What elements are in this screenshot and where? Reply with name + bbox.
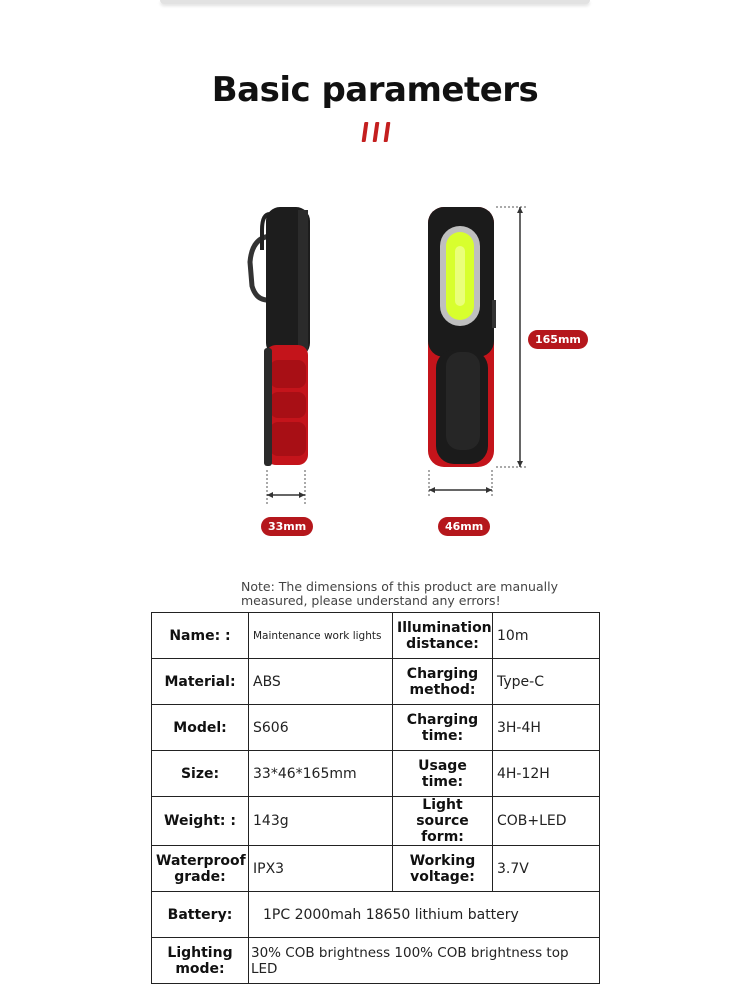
spec-label: Illumination distance: [393, 613, 493, 659]
spec-label: Name: : [152, 613, 249, 659]
spec-label: Weight: : [152, 797, 249, 846]
front-height-dimension [496, 207, 526, 467]
table-row [152, 613, 600, 659]
spec-value: Type-C [493, 659, 600, 705]
spec-value: 3H-4H [493, 705, 600, 751]
spec-value: 3.7V [493, 846, 600, 892]
measurement-note: Note: The dimensions of this product are manually measured, please understand any errors! [241, 579, 558, 608]
page-title: Basic parameters [211, 70, 539, 110]
spec-value: 33*46*165mm [249, 751, 393, 797]
spec-label: Lighting mode: [152, 938, 249, 984]
spec-label: Waterproof grade: [152, 846, 249, 892]
spec-table [151, 612, 600, 984]
spec-value: 10m [493, 613, 600, 659]
spec-label: Light source form: [393, 797, 493, 846]
table-row [152, 846, 600, 892]
spec-value: 143g [249, 797, 393, 846]
table-row [152, 892, 600, 938]
spec-value: 1PC 2000mah 18650 lithium battery [249, 892, 600, 938]
spec-label: Charging method: [393, 659, 493, 705]
table-row [152, 705, 600, 751]
spec-value: Maintenance work lights [249, 613, 393, 659]
front-view-light [428, 207, 496, 467]
spec-label: Usage time: [393, 751, 493, 797]
spec-value: COB+LED [493, 797, 600, 846]
spec-value: ABS [249, 659, 393, 705]
side-width-badge: 33mm [261, 517, 313, 536]
spec-label: Working voltage: [393, 846, 493, 892]
spec-label: Battery: [152, 892, 249, 938]
front-width-badge: 46mm [438, 517, 490, 536]
side-view-light [250, 207, 310, 466]
spec-value: 30% COB brightness 100% COB brightness top LED [249, 938, 600, 984]
table-row [152, 797, 600, 846]
spec-value: 4H-12H [493, 751, 600, 797]
side-width-dimension [267, 470, 305, 505]
spec-label: Size: [152, 751, 249, 797]
spec-label: Material: [152, 659, 249, 705]
spec-label: Charging time: [393, 705, 493, 751]
table-row [152, 751, 600, 797]
table-row [152, 659, 600, 705]
spec-value: S606 [249, 705, 393, 751]
spec-value: IPX3 [249, 846, 393, 892]
front-width-dimension [429, 470, 492, 498]
height-badge: 165mm [528, 330, 588, 349]
spec-label: Model: [152, 705, 249, 751]
table-row [152, 938, 600, 984]
